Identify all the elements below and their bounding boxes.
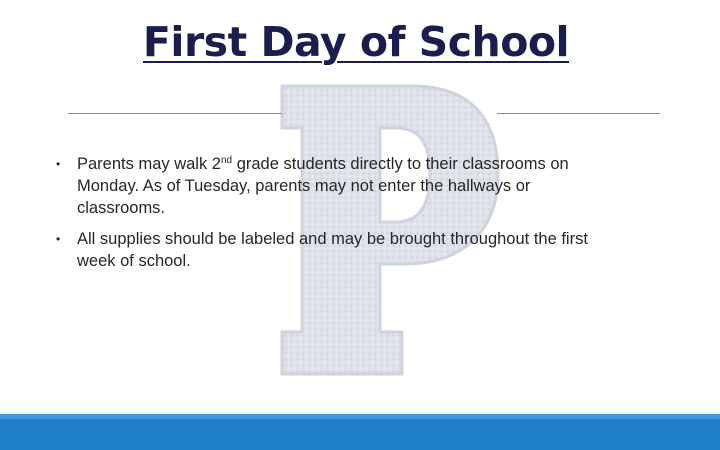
bullet-text: All supplies should be labeled and may be brought throughout the first week of school.: [77, 230, 588, 270]
footer-accent-bar: [0, 414, 720, 450]
ordinal-suffix: nd: [220, 155, 233, 166]
bullet-item: [50, 228, 610, 272]
footer-accent-highlight: [0, 414, 720, 419]
bullet-text: Parents may walk 2: [77, 155, 221, 173]
divider-right: [497, 113, 660, 114]
bullet-dot-icon: •: [56, 157, 61, 171]
bullet-dot-icon: •: [56, 232, 61, 246]
bullet-text-continued: grade students directly to their classrooms on Monday. As of Tuesday, parents may not enter the hallways or classrooms.: [77, 155, 569, 217]
divider-left: [68, 113, 282, 114]
bullet-list: [50, 153, 610, 281]
bullet-item: [50, 153, 610, 219]
slide-title: First Day of School: [142, 18, 570, 66]
